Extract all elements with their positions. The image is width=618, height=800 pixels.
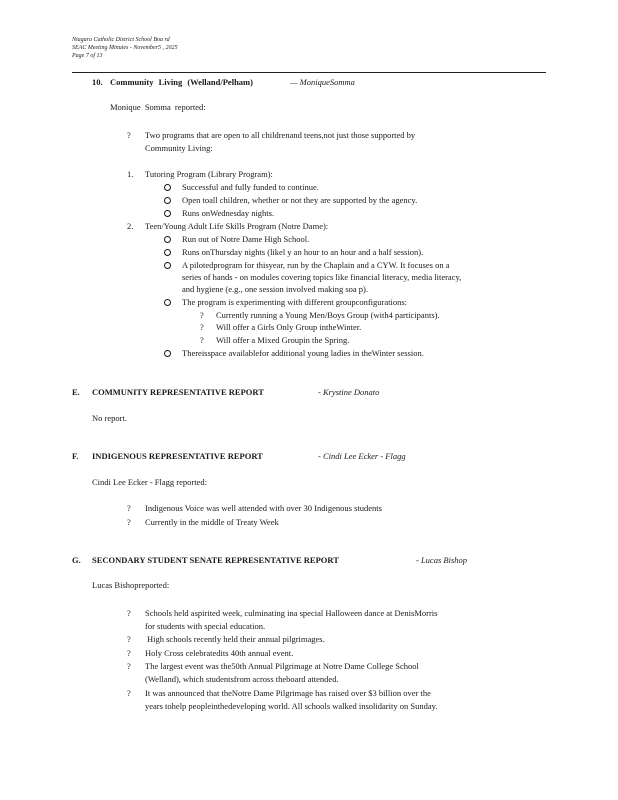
circle-bullet-icon — [164, 197, 171, 204]
item1-bullet: Successful and fully funded to continue. — [182, 182, 319, 192]
section10-intro: Monique Somma reported: — [110, 102, 206, 112]
circle-bullet-icon — [164, 350, 171, 357]
sectionE-body: No report. — [92, 413, 127, 423]
item2-bullet: Runs onThursday nights (likel y an hour to an hour and a half session). — [182, 247, 424, 257]
sectionF-letter: F. — [72, 451, 79, 461]
circle-bullet-icon — [164, 210, 171, 217]
bullet-mark: ? — [127, 608, 131, 618]
sectionF-intro: Cindi Lee Ecker - Flagg reported: — [92, 477, 207, 487]
circle-bullet-icon — [164, 299, 171, 306]
item2-number: 2. — [127, 221, 134, 231]
sectionG-bullet-cont: for students with special education. — [145, 621, 266, 631]
bullet-mark: ? — [127, 503, 131, 513]
item2-bullet: The program is experimenting with different groupconfigurations: — [182, 297, 408, 307]
item1-bullet: Runs onWednesday nights. — [182, 208, 275, 218]
bullet-mark: ? — [127, 517, 131, 527]
bullet-mark: ? — [200, 335, 204, 345]
bullet-mark: ? — [127, 634, 131, 644]
sectionF-bullet: Indigenous Voice was well attended with over 30 Indigenous students — [145, 503, 382, 513]
item1-bullet: Open toall children, whether or not they are supported by the agency. — [182, 195, 418, 205]
sectionG-bullet: Schools held aspirited week, culminating ina special Halloween dance at DenisMorris — [145, 608, 438, 618]
header-meeting: SEAC Meeting Minutes - November5 , 2025 — [72, 45, 178, 51]
bullet-mark: ? — [127, 688, 131, 698]
section10-title: Community Living (Welland/Pelham) — [110, 77, 253, 87]
sectionG-bullet-cont: (Welland), which studentsfrom across theboard attended. — [145, 674, 339, 684]
bullet-mark: ? — [127, 661, 131, 671]
circle-bullet-icon — [164, 236, 171, 243]
item1-title: Tutoring Program (Library Program): — [145, 169, 273, 179]
sectionE-presenter: - Krystine Donato — [318, 387, 380, 397]
item2-subbullet: Currently running a Young Men/Boys Group (with4 participants). — [216, 310, 440, 320]
bullet-mark: ? — [200, 322, 204, 332]
bullet-mark: ? — [127, 130, 131, 140]
sectionE-title: COMMUNITY REPRESENTATIVE REPORT — [92, 387, 264, 397]
sectionG-title: SECONDARY STUDENT SENATE REPRESENTATIVE REPORT — [92, 555, 339, 565]
circle-bullet-icon — [164, 262, 171, 269]
sectionF-presenter: - Cindi Lee Ecker - Flagg — [318, 451, 406, 461]
section10-number: 10. — [92, 77, 103, 87]
section10-point1-cont: Community Living: — [145, 143, 213, 153]
sectionG-letter: G. — [72, 555, 81, 565]
item2-bullet: A pilotedprogram for thisyear, run by the Chaplain and a CYW. It focuses on a — [182, 260, 450, 270]
sectionG-bullet-cont: years tohelp peopleinthedeveloping world. All schools walked insolidarity on Sunday. — [145, 701, 438, 711]
sectionG-bullet: Holy Cross celebratedits 40th annual event. — [145, 648, 294, 658]
item2-bullet-cont: and hygiene (e.g., one session involved making soa p). — [182, 284, 369, 294]
circle-bullet-icon — [164, 249, 171, 256]
section10-point1: Two programs that are open to all childrenand teens,not just those supported by — [145, 130, 416, 140]
header-rule — [72, 72, 546, 73]
item2-bullet: Run out of Notre Dame High School. — [182, 234, 310, 244]
item1-number: 1. — [127, 169, 134, 179]
sectionE-letter: E. — [72, 387, 80, 397]
bullet-mark: ? — [127, 648, 131, 658]
circle-bullet-icon — [164, 184, 171, 191]
header-page: Page 7 of 13 — [72, 53, 103, 59]
item2-title: Teen/Young Adult Life Skills Program (Notre Dame): — [145, 221, 329, 231]
item2-bullet-cont: series of hands - on modules covering topics like financial literacy, media literacy, — [182, 272, 462, 282]
sectionG-presenter: - Lucas Bishop — [416, 555, 467, 565]
sectionG-intro: Lucas Bishopreported: — [92, 580, 170, 590]
item2-subbullet: Will offer a Mixed Groupin the Spring. — [216, 335, 350, 345]
sectionG-bullet: It was announced that theNotre Dame Pilgrimage has raised over $3 billion over the — [145, 688, 431, 698]
sectionG-bullet: High schools recently held their annual pilgrimages. — [147, 634, 325, 644]
item2-subbullet: Will offer a Girls Only Group intheWinter. — [216, 322, 362, 332]
bullet-mark: ? — [200, 310, 204, 320]
sectionF-title: INDIGENOUS REPRESENTATIVE REPORT — [92, 451, 263, 461]
header-org: Niagara Catholic District School Boa rd — [72, 37, 170, 43]
sectionF-bullet: Currently in the middle of Treaty Week — [145, 517, 279, 527]
section10-presenter: — MoniqueSomma — [290, 77, 355, 87]
item2-bullet: Thereisspace availablefor additional young ladies in theWinter session. — [182, 348, 424, 358]
sectionG-bullet: The largest event was the50th Annual Pilgrimage at Notre Dame College School — [145, 661, 419, 671]
